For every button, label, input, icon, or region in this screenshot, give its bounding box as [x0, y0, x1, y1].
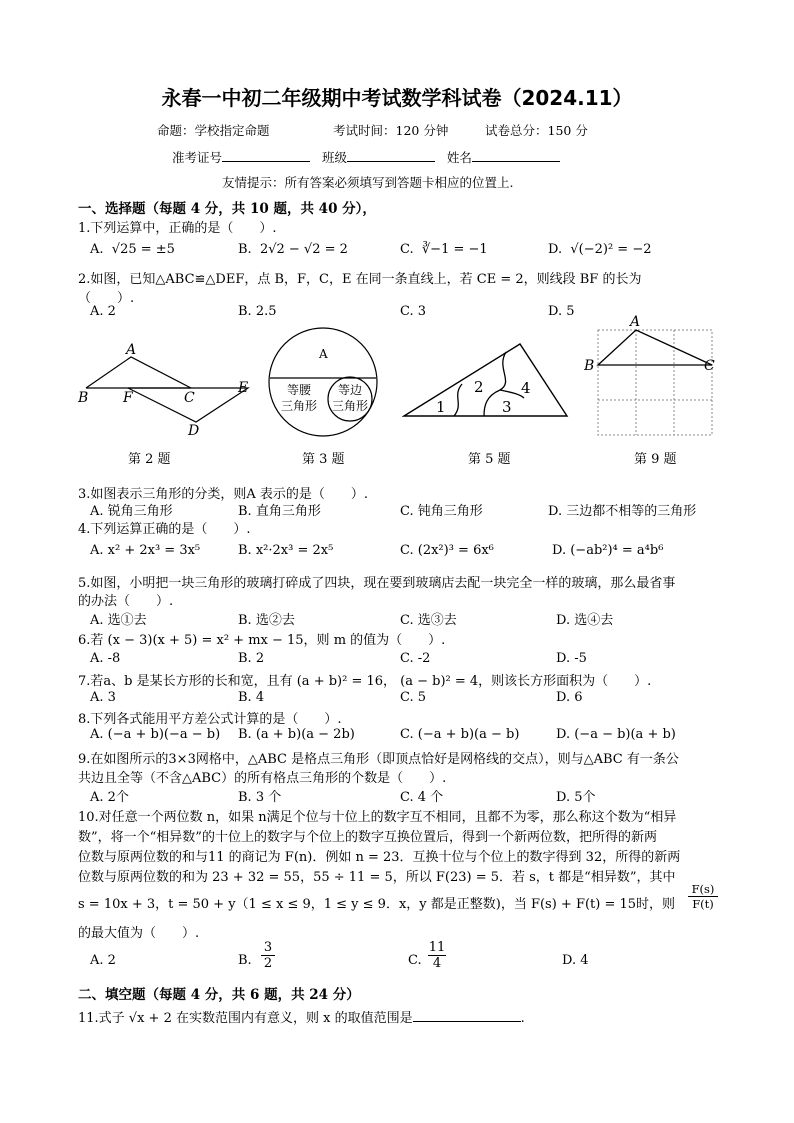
- meta-total: 试卷总分：150 分: [485, 123, 588, 138]
- meta-proposer: 命题：学校指定命题: [157, 123, 270, 138]
- q3-option-d: D. 三边都不相等的三角形: [548, 504, 697, 519]
- f3-eq-2: 三角形: [332, 399, 369, 413]
- tip: 友情提示：所有答案必须填写到答题卡相应的位置上.: [222, 175, 514, 190]
- q2-stem-2: （ ）.: [78, 291, 135, 306]
- f2-label-d: D: [188, 423, 200, 439]
- q9-stem-2: 共边且全等（不含△ABC）的所有格点三角形的个数是（ ）.: [78, 771, 447, 786]
- q10-line-4: 位数与原两位数的和为 23 + 32 = 55，55 ÷ 11 = 5，所以 F(23) = 5．若 s，t 都是“相异数”，其中: [78, 870, 676, 885]
- f3-iso-1: 等腰: [287, 383, 312, 397]
- q5-option-a: A. 选①去: [90, 613, 147, 628]
- q6-option-b: B. 2: [238, 651, 265, 666]
- q2-option-c: C. 3: [400, 304, 427, 319]
- q6-option-c: C. -2: [400, 651, 431, 666]
- q4-stem: 4.下列运算正确的是（ ）.: [78, 522, 251, 537]
- q10-line-2: 数”，将一个“相异数”的十位上的数字与个位上的数字互换位置后，得到一个新两位数，把所得的新两: [78, 830, 657, 845]
- q2-stem: 2.如图，已知△ABC≌△DEF，点 B，F，C，E 在同一条直线上，若 CE = 2，则线段 BF 的长为: [78, 272, 642, 287]
- q9-option-b: B. 3 个: [238, 790, 282, 805]
- class-label: 班级: [321, 150, 347, 165]
- f3-label-a: A: [319, 347, 328, 361]
- name-label: 姓名: [446, 150, 472, 165]
- q10-fraction: F(s) F(t): [688, 882, 718, 911]
- q10-option-c-fraction: 11 4: [428, 940, 446, 971]
- f3-eq-1: 等边: [338, 383, 363, 397]
- q1-option-c: C. ∛−1 = −1: [400, 242, 488, 257]
- q5-option-c: C. 选③去: [400, 613, 457, 628]
- q9-option-c: C. 4 个: [400, 790, 444, 805]
- section-1-heading: 一、选择题（每题 4 分，共 10 题，共 40 分），: [78, 201, 376, 217]
- q10-option-b-fraction: 3 2: [261, 940, 275, 971]
- q5-stem-2: 的办法（ ）.: [78, 594, 174, 609]
- q7-option-d: D. 6: [556, 690, 583, 705]
- q9-option-d: D. 5个: [556, 790, 596, 805]
- q1-option-b: B. 2√2 − √2 = 2: [238, 242, 348, 257]
- q4-option-a: A. x² + 2x³ = 3x⁵: [90, 543, 201, 558]
- f9-label-a: A: [630, 314, 641, 330]
- f5-piece-4: 4: [521, 379, 531, 397]
- q1-option-d: D. √(−2)² = −2: [548, 242, 652, 257]
- f5-piece-1: 1: [436, 398, 446, 416]
- figure-q9: [584, 312, 724, 440]
- q4-option-d: D. (−ab²)⁴ = a⁴b⁶: [552, 543, 664, 558]
- q8-option-a: A. (−a + b)(−a − b): [90, 727, 221, 742]
- q11-stem: 11.式子 √x + 2 在实数范围内有意义，则 x 的取值范围是 .: [78, 1011, 525, 1026]
- exam-number-field: [172, 148, 560, 166]
- q9-option-a: A. 2个: [90, 790, 129, 805]
- f5-piece-3: 3: [502, 398, 512, 416]
- q6-stem: 6.若 (x − 3)(x + 5) = x² + mx − 15，则 m 的值为（ ）.: [78, 633, 446, 648]
- q2-option-d: D. 5: [548, 304, 575, 319]
- f9-label-b: B: [584, 358, 595, 374]
- q7-option-c: C. 5: [400, 690, 427, 705]
- q6-option-d: D. -5: [556, 651, 587, 666]
- q10-option-c: C.: [408, 953, 422, 968]
- exam-number-label: 准考证号: [172, 150, 223, 165]
- figure-q2: [76, 340, 256, 440]
- q5-option-d: D. 选④去: [556, 613, 614, 628]
- q5-option-b: B. 选②去: [238, 613, 295, 628]
- q9-stem: 9.在如图所示的3×3网格中，△ABC 是格点三角形（即顶点恰好是网格线的交点），则与△ABC 有一条公: [78, 752, 679, 767]
- f2-label-b: B: [78, 390, 89, 406]
- q7-option-a: A. 3: [90, 690, 116, 705]
- f2-label-c: C: [184, 390, 195, 406]
- q3-option-c: C. 钝角三角形: [400, 504, 483, 519]
- q3-option-a: A. 锐角三角形: [90, 504, 173, 519]
- figure-q3: [265, 324, 385, 444]
- q6-option-a: A. -8: [90, 651, 121, 666]
- q5-stem: 5.如图，小明把一块三角形的玻璃打碎成了四块，现在要到玻璃店去配一块完全一样的玻璃，那么最省事: [78, 576, 676, 591]
- f2-label-e: E: [238, 380, 249, 396]
- page-title: 永春一中初二年级期中考试数学科试卷（2024.11）: [161, 86, 633, 110]
- q10-option-d: D. 4: [562, 953, 589, 968]
- q2-option-b: B. 2.5: [238, 304, 277, 319]
- meta-time: 考试时间：120 分钟: [333, 123, 449, 138]
- f3-iso-2: 三角形: [281, 399, 318, 413]
- q8-option-c: C. (−a + b)(a − b): [400, 727, 520, 742]
- q10-line-5: s = 10x + 3，t = 50 + y（1 ≤ x ≤ 9，1 ≤ y ≤ 9．x，y 都是正整数)，当 F(s) + F(t) = 15时，则: [78, 897, 676, 912]
- q10-line-1: 10.对任意一个两位数 n，如果 n满足个位与十位上的数字互不相同，且都不为零，那么称这个数为“相异: [78, 810, 677, 825]
- q3-option-b: B. 直角三角形: [238, 504, 321, 519]
- q7-stem: 7.若a、b 是某长方形的长和宽，且有 (a + b)² = 16， (a − b)² = 4，则该长方形面积为（ ）.: [78, 674, 652, 689]
- q10-option-a: A. 2: [90, 953, 116, 968]
- section-2-heading: 二、填空题（每题 4 分，共 6 题，共 24 分）: [78, 987, 360, 1003]
- caption-fig9: 第 9 题: [634, 452, 677, 467]
- q1-option-a: A. √25 = ±5: [90, 242, 175, 257]
- q2-option-a: A. 2: [90, 304, 116, 319]
- q4-option-c: C. (2x²)³ = 6x⁶: [400, 543, 494, 558]
- q1-stem: 1.下列运算中，正确的是（ ）.: [78, 221, 277, 236]
- caption-fig2: 第 2 题: [128, 452, 171, 467]
- q10-line-6: 的最大值为（ ）.: [78, 926, 200, 941]
- q10-option-b: B.: [238, 953, 252, 968]
- f2-label-f: F: [123, 390, 133, 406]
- caption-fig3: 第 3 题: [302, 452, 345, 467]
- q4-option-b: B. x²·2x³ = 2x⁵: [238, 543, 334, 558]
- q10-line-3: 位数与原两位数的和与11 的商记为 F(n)．例如 n = 23．互换十位与个位上的数字得到 32，所得的新两: [78, 850, 681, 865]
- q11-answer-blank: [413, 1009, 521, 1022]
- q8-stem: 8.下列各式能用平方差公式计算的是（ ）.: [78, 712, 342, 727]
- q8-option-d: D. (−a − b)(a + b): [556, 727, 676, 742]
- f5-piece-2: 2: [474, 378, 484, 396]
- q7-option-b: B. 4: [238, 690, 265, 705]
- f2-label-a: A: [126, 342, 137, 358]
- q3-stem: 3.如图表示三角形的分类，则A 表示的是（ ）.: [78, 487, 369, 502]
- figure-q5: [402, 338, 572, 422]
- q8-option-b: B. (a + b)(a − 2b): [238, 727, 355, 742]
- caption-fig5: 第 5 题: [468, 452, 511, 467]
- f9-label-c: C: [704, 358, 715, 374]
